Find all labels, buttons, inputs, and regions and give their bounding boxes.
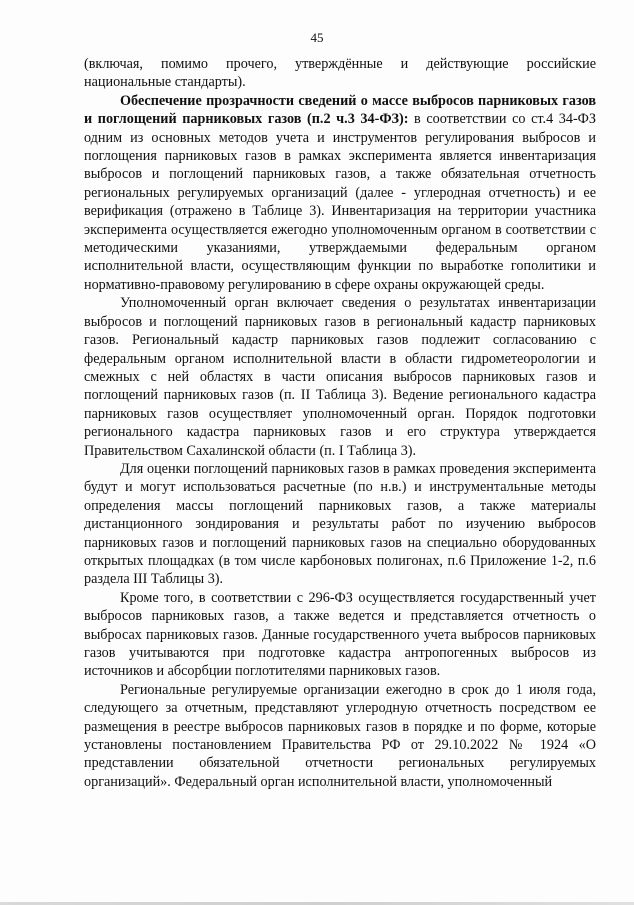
paragraph-4 xyxy=(84,460,596,589)
paragraph-3 xyxy=(84,294,596,460)
paragraph-4-text: Для оценки поглощений парниковых газов в рамках проведения эксперимента будут и могут использоваться расчетные (по н.в.) и инструментальные методы определения массы поглощений парниковых газов, а также материалы дистанционного зондирования и результаты работ по изучению выбросов парниковых газов и поглощений парниковых газов на специально оборудованных открытых площадках (в том числе карбоновых полигонах, п.6 Приложение 1-2, п.6 раздела III Таблицы 3). xyxy=(84,460,596,588)
paragraph-6 xyxy=(84,681,596,791)
paragraph-1-text: (включая, помимо прочего, утверждённые и действующие российские национальные стандарты). xyxy=(84,56,596,91)
paragraph-5 xyxy=(84,589,596,681)
paragraph-5-text: Кроме того, в соответствии с 296-ФЗ осуществляется государственный учет выбросов парниковых газов, а также ведется и представляется отчетность о выбросах парниковых газов. Данные государственного учета выбросов парниковых газов учитываются при подготовке кадастра антропогенных выбросов из источников и абсорбции поглотителями парниковых газов. xyxy=(84,589,596,680)
paragraph-2-heading: Обеспечение прозрачности сведений о массе выбросов парниковых газов и поглощений парниковых газов (п.2 ч.3 34-ФЗ): xyxy=(84,92,596,128)
document-body xyxy=(84,55,596,791)
paragraph-2-text: в соответствии со ст.4 34-ФЗ одним из основных методов учета и инструментов регулирования выбросов и поглощения парниковых газов в рамках эксперимента является инвентаризация выбросов и поглощений парниковых газов, а также обязательная отчетность региональных регулируемых организаций (далее - углеродная отчетность) и ее верификация (отражено в Таблице 3). Инвентаризация на территории участника эксперимента осуществляется ежегодно уполномоченным органом в соответствии с методическими указаниями, утверждаемыми федеральным органом исполнительной власти, осуществляющим функции по выработке гополитики и нормативно-правовому регулированию в сфере охраны окружающей среды. xyxy=(84,111,596,293)
paragraph-6-text: Региональные регулируемые организации ежегодно в срок до 1 июля года, следующего за отчетным, представляют углеродную отчетность посредством ее размещения в реестре выбросов парниковых газов в порядке и по форме, которые установлены постановлением Правительства РФ от 29.10.2022 № 1924 «О представлении обязательной отчетности региональных регулируемых организаций». Федеральный орган исполнительной власти, уполномоченный xyxy=(84,681,596,790)
paragraph-3-text: Уполномоченный орган включает сведения о результатах инвентаризации выбросов и поглощений парниковых газов в региональный кадастр парниковых газов. Региональный кадастр парниковых газов подлежит согласованию с федеральным органом исполнительной власти в области гидрометеорологии и смежных с ней областях в части описания выбросов парниковых газов и поглощений парниковых газов (п. II Таблица 3). Ведение регионального кадастра парниковых газов осуществляет уполномоченный орган. Порядок подготовки регионального кадастра парниковых газов и его структура утверждается Правительством Сахалинской области (п. I Таблица 3). xyxy=(84,295,596,459)
paragraph-1 xyxy=(84,55,596,92)
paragraph-2 xyxy=(84,92,596,294)
page-number: 45 xyxy=(310,30,324,45)
